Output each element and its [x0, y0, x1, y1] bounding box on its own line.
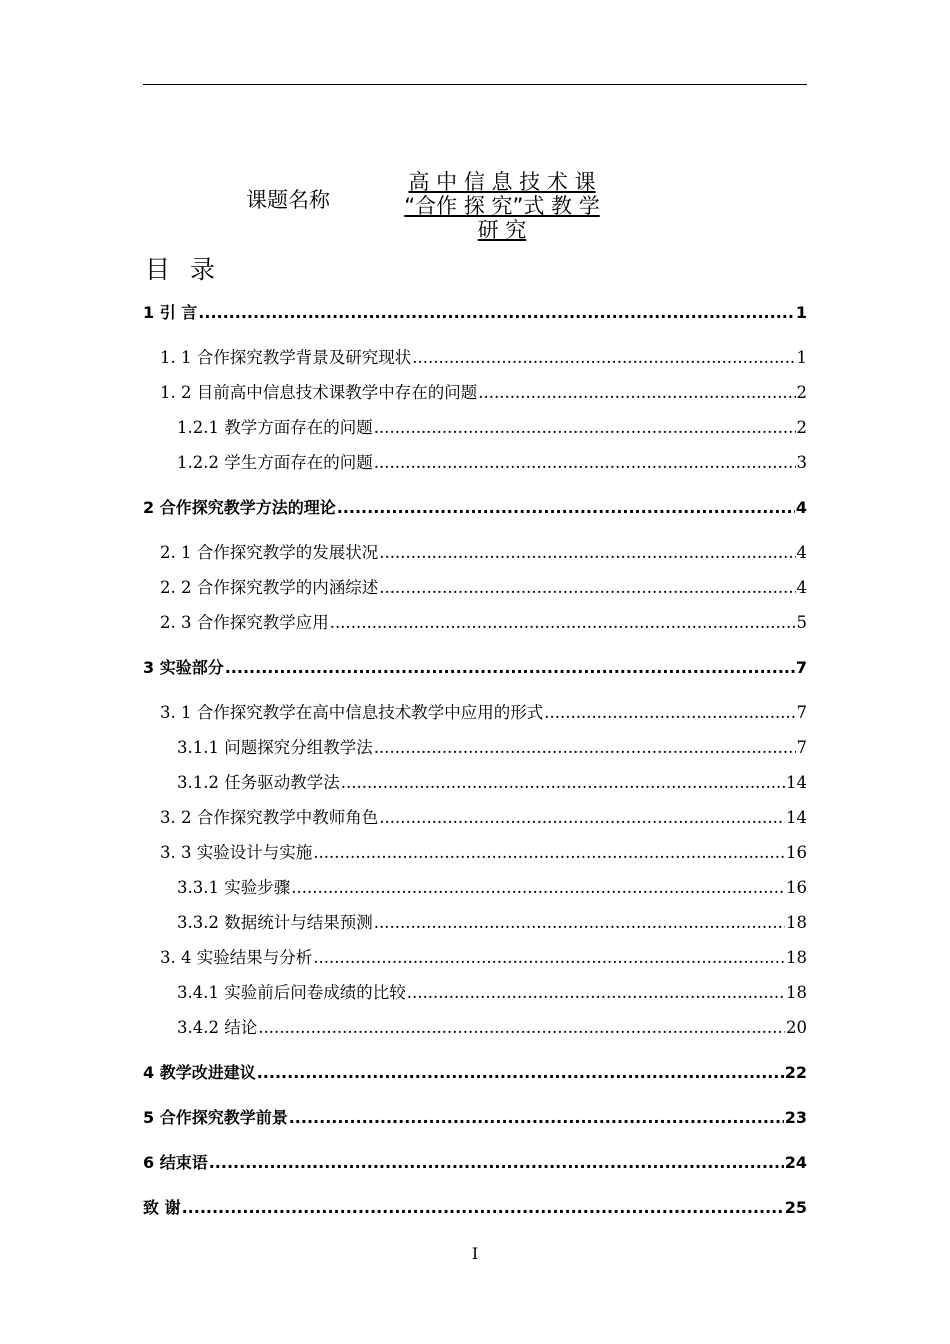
toc-leader-dots: [407, 981, 785, 1005]
toc-entry-title: 3.3.1 实验步骤: [177, 878, 291, 897]
toc-entry[interactable]: [143, 416, 807, 440]
toc-entry-title: 3. 4 实验结果与分析: [160, 948, 313, 967]
toc-entry[interactable]: [143, 771, 807, 795]
footer-page-number: I: [471, 1244, 479, 1263]
toc-heading: 目 录: [145, 255, 221, 284]
toc-entry-page: 18: [786, 913, 807, 932]
toc-leader-dots: [209, 1151, 784, 1175]
toc-leader-dots: [258, 1016, 785, 1040]
toc-entry-title: 3.3.2 数据统计与结果预测: [177, 913, 373, 932]
toc-entry-title: 3.1.2 任务驱动教学法: [177, 773, 340, 792]
toc-entry-page: 1: [795, 303, 807, 322]
toc-entry[interactable]: [143, 381, 807, 405]
toc-entry-title: 5 合作探究教学前景: [143, 1108, 288, 1127]
toc-entry-title: 2. 2 合作探究教学的内涵综述: [160, 578, 379, 597]
topic-line: 研 究: [477, 218, 527, 242]
toc-leader-dots: [313, 841, 785, 865]
toc-entry-title: 3. 2 合作探究教学中教师角色: [160, 808, 379, 827]
toc-entry-page: 24: [784, 1153, 807, 1172]
toc-entry-title: 1. 2 目前高中信息技术课教学中存在的问题: [160, 383, 478, 402]
toc-entry-title: 2. 1 合作探究教学的发展状况: [160, 543, 379, 562]
toc-entry-page: 4: [795, 498, 807, 517]
toc-leader-dots: [198, 301, 795, 325]
toc-entry-page: 2: [796, 383, 807, 402]
toc-entry-page: 22: [784, 1063, 807, 1082]
toc-entry[interactable]: [143, 541, 807, 565]
toc-entry-title: 1.2.1 教学方面存在的问题: [177, 418, 373, 437]
topic-block: [0, 170, 950, 250]
toc-entry-page: 25: [784, 1198, 807, 1217]
toc-entry[interactable]: [143, 736, 807, 760]
toc-entry[interactable]: [143, 946, 807, 970]
toc-entry-page: 18: [786, 983, 807, 1002]
toc-entry-page: 5: [796, 613, 807, 632]
header-rule: [143, 84, 807, 85]
toc-entry-page: 3: [796, 453, 807, 472]
toc-leader-dots: [379, 806, 785, 830]
toc-entry-page: 14: [786, 773, 807, 792]
toc-leader-dots: [313, 946, 785, 970]
toc-entry-page: 2: [796, 418, 807, 437]
toc-entry[interactable]: [143, 451, 807, 475]
toc-entry-title: 4 教学改进建议: [143, 1063, 256, 1082]
toc-entry-title: 1. 1 合作探究教学背景及研究现状: [160, 348, 412, 367]
toc-entry-page: 18: [786, 948, 807, 967]
toc-entry[interactable]: [143, 911, 807, 935]
toc-entry-title: 6 结束语: [143, 1153, 208, 1172]
toc-leader-dots: [544, 701, 795, 725]
toc-entry[interactable]: [143, 611, 807, 635]
toc-entry[interactable]: [143, 576, 807, 600]
toc-entry-page: 16: [786, 878, 807, 897]
toc-entry-title: 1 引 言: [143, 303, 198, 322]
toc-entry-page: 4: [796, 578, 807, 597]
toc-leader-dots: [478, 381, 795, 405]
toc-leader-dots: [341, 771, 785, 795]
topic-line: “合作 探 究”式 教 学: [404, 194, 600, 218]
toc-entry[interactable]: [143, 1196, 807, 1220]
toc-leader-dots: [289, 1106, 784, 1130]
toc-leader-dots: [412, 346, 795, 370]
toc-leader-dots: [182, 1196, 784, 1220]
topic-label: 课题名称: [246, 188, 330, 212]
topic-line: 高 中 信 息 技 术 课: [408, 170, 596, 194]
toc-entry[interactable]: [143, 1151, 807, 1175]
toc-entry-title: 3.4.1 实验前后问卷成绩的比较: [177, 983, 406, 1002]
toc-entry-page: 16: [786, 843, 807, 862]
toc-entry-page: 7: [796, 703, 807, 722]
toc-entry[interactable]: [143, 841, 807, 865]
toc-leader-dots: [225, 656, 795, 680]
toc-entry-page: 14: [786, 808, 807, 827]
toc-leader-dots: [374, 911, 785, 935]
toc-leader-dots: [379, 541, 795, 565]
toc-entry-title: 3.4.2 结论: [177, 1018, 258, 1037]
toc-entry[interactable]: [143, 1061, 807, 1085]
toc-entry-title: 3.1.1 问题探究分组教学法: [177, 738, 373, 757]
toc-entry-page: 7: [796, 738, 807, 757]
toc-entry-title: 3 实验部分: [143, 658, 224, 677]
toc-leader-dots: [374, 736, 796, 760]
toc-leader-dots: [291, 876, 785, 900]
toc-entry[interactable]: [143, 656, 807, 680]
toc-leader-dots: [257, 1061, 784, 1085]
toc-entry[interactable]: [143, 301, 807, 325]
toc-entry-page: 4: [796, 543, 807, 562]
toc-entry-page: 23: [784, 1108, 807, 1127]
toc-entry[interactable]: [143, 496, 807, 520]
toc-leader-dots: [330, 611, 796, 635]
toc-entry[interactable]: [143, 806, 807, 830]
toc-entry[interactable]: [143, 1016, 807, 1040]
toc-leader-dots: [379, 576, 795, 600]
topic-value: [362, 170, 642, 242]
toc-entry[interactable]: [143, 346, 807, 370]
toc-entry[interactable]: [143, 701, 807, 725]
toc-leader-dots: [374, 416, 796, 440]
toc-entry-page: 7: [795, 658, 807, 677]
toc-entry[interactable]: [143, 1106, 807, 1130]
toc-entry-title: 1.2.2 学生方面存在的问题: [177, 453, 373, 472]
toc-entry-title: 2. 3 合作探究教学应用: [160, 613, 329, 632]
toc-entry-title: 3. 3 实验设计与实施: [160, 843, 313, 862]
toc-leader-dots: [374, 451, 796, 475]
toc-entry-title: 致 谢: [143, 1198, 181, 1217]
toc-leader-dots: [337, 496, 795, 520]
toc-entry[interactable]: [143, 876, 807, 900]
toc-entry[interactable]: [143, 981, 807, 1005]
toc-entry-title: 3. 1 合作探究教学在高中信息技术教学中应用的形式: [160, 703, 544, 722]
toc-entry-title: 2 合作探究教学方法的理论: [143, 498, 336, 517]
toc-entry-page: 20: [786, 1018, 807, 1037]
toc-entry-page: 1: [796, 348, 807, 367]
